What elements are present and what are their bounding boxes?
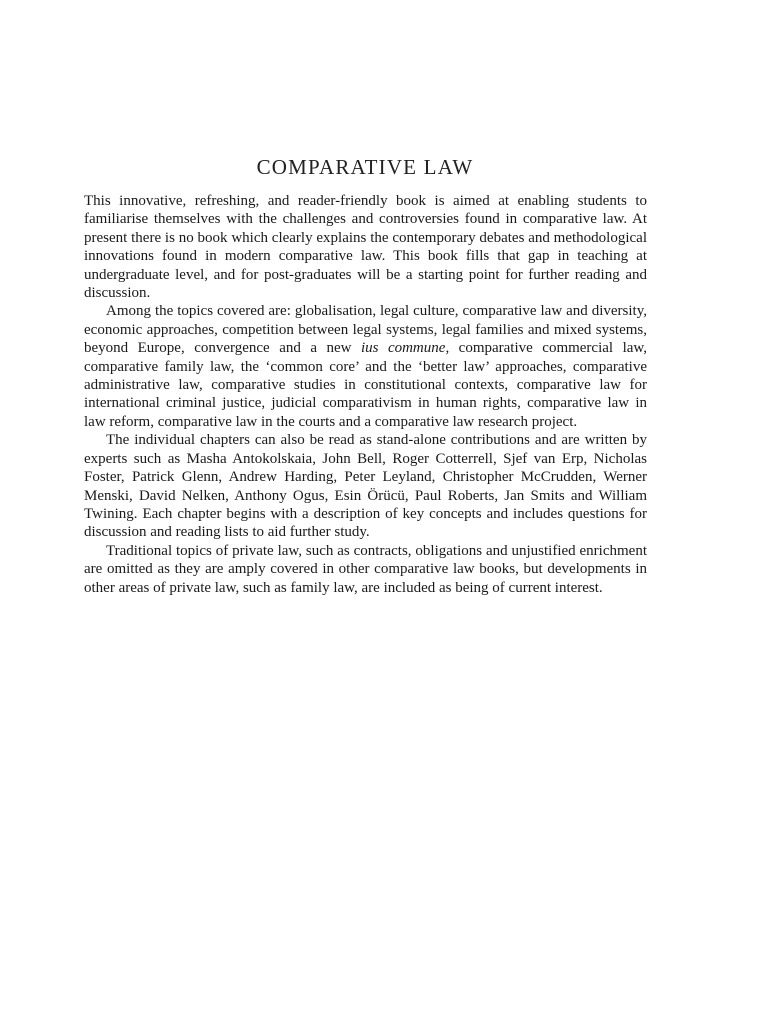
paragraph-contributors <box>84 431 647 541</box>
paragraph-topics <box>84 302 647 431</box>
paragraph-contributors-text: The individual chapters can also be read as stand-alone contributions and are written by experts such as Masha Antokolskaia, John Bell, Roger Cotterrell, Sjef van Erp, Nicholas Foster, Patrick Glenn, Andrew Harding, Peter Leyland, Christopher McCrudden, Werner Menski, David Nelken, Anthony Ogus, Esin Örücü, Paul Roberts, Jan Smits and William Twining. Each chapter begins with a description of key concepts and includes questions for discussion and reading lists to aid further study. <box>84 432 647 541</box>
paragraph-intro <box>84 192 647 302</box>
paragraph-intro-text: This innovative, refreshing, and reader-friendly book is aimed at enabling students to familiarise themselves with the challenges and controversies found in comparative law. At present there is no book which clearly explains the contemporary debates and methodological innovations found in modern comparative law. This book fills that gap in teaching at undergraduate level, and for post-graduates will be a starting point for further reading and discussion. <box>84 193 647 302</box>
paragraph-private-law-text: Traditional topics of private law, such as contracts, obligations and unjustified enrichment are omitted as they are amply covered in other comparative law books, but developments in other areas of private law, such as family law, are included as being of current interest. <box>84 542 647 596</box>
paragraph-topics-text-after: , comparative commercial law, comparative family law, the ‘common core’ and the ‘better law’ approaches, comparative administrative law, comparative studies in constitutional contexts, comparative law for international criminal justice, judicial comparativism in human rights, comparative law in law reform, comparative law in the courts and a comparative law research project. <box>84 340 647 430</box>
paragraph-private-law <box>84 542 647 597</box>
body-text <box>84 192 647 597</box>
page-title: COMPARATIVE LAW <box>256 155 474 179</box>
paragraph-topics-italic: ius commune <box>360 340 446 357</box>
paragraph-topics-text-before: Among the topics covered are: globalisation, legal culture, comparative law and diversity, economic approaches, competition between legal systems, legal families and mixed systems, beyond Europe, convergence and a new <box>84 303 647 357</box>
